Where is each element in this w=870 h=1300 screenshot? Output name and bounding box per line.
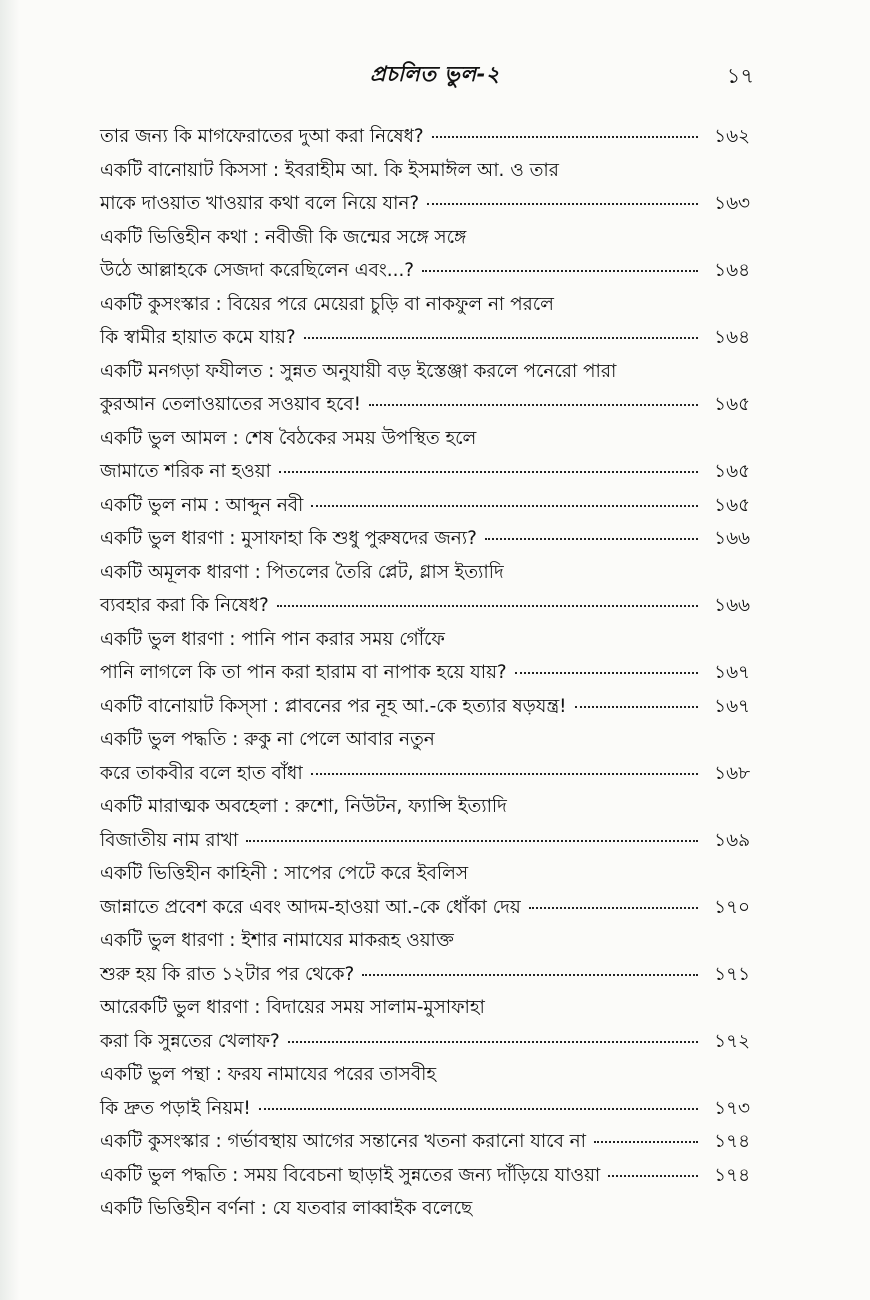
toc-entry-text: একটি কুসংস্কার : বিয়ের পরে মেয়েরা চুড়ি বা নাকফুল না পরলে bbox=[100, 293, 554, 315]
toc-entry-text: একটি বানোয়াট কিস্‌সা : প্লাবনের পর নূহ আ.-কে হত্যার ষড়যন্ত্র! bbox=[100, 695, 567, 717]
toc-entry-page: ১৭৩ bbox=[714, 1097, 750, 1119]
running-title: প্রচলিত ভুল-২ bbox=[370, 62, 500, 86]
toc-entry-page: ১৬৬ bbox=[714, 595, 750, 616]
toc-entry-page: ১৬৪ bbox=[714, 327, 750, 348]
toc-entry-text: জামাতে শরিক না হওয়া bbox=[100, 461, 271, 482]
dot-leader bbox=[422, 270, 698, 272]
toc-entry-text: একটি মারাত্মক অবহেলা : রুশো, নিউটন, ফ্যান্সি ইত্যাদি bbox=[100, 796, 507, 817]
dot-leader bbox=[311, 773, 698, 775]
dot-leader bbox=[259, 1108, 698, 1110]
toc-entry-text: একটি ভিত্তিহীন বর্ণনা : যে যতবার লাব্বাইক বলেছে bbox=[100, 1198, 473, 1219]
toc-entry bbox=[100, 120, 750, 154]
toc-entry-text: পানি লাগলে কি তা পান করা হারাম বা নাপাক হয়ে যায়? bbox=[100, 662, 507, 683]
toc-entry-page: ১৭২ bbox=[714, 1030, 750, 1052]
toc-entry-text: শুরু হয় কি রাত ১২টার পর থেকে? bbox=[100, 963, 355, 985]
toc-entry bbox=[100, 154, 750, 188]
toc-entry bbox=[100, 656, 750, 690]
dot-leader bbox=[529, 907, 698, 909]
toc-entry bbox=[100, 1192, 750, 1226]
toc-entry bbox=[100, 355, 750, 389]
toc-entry bbox=[100, 254, 750, 288]
toc-entry bbox=[100, 388, 750, 422]
dot-leader bbox=[369, 404, 698, 406]
toc-entry bbox=[100, 455, 750, 489]
toc-entry bbox=[100, 522, 750, 556]
dot-leader bbox=[362, 974, 698, 976]
toc-entry bbox=[100, 1058, 750, 1092]
toc-entry bbox=[100, 924, 750, 958]
dot-leader bbox=[304, 337, 698, 339]
table-of-contents bbox=[100, 120, 750, 1226]
toc-entry-text: একটি মনগড়া ফযীলত : সুন্নত অনুযায়ী বড় ইস্তেঞ্জা করলে পনেরো পারা bbox=[100, 360, 617, 382]
toc-entry-page: ১৬৯ bbox=[714, 829, 750, 851]
toc-entry-text: একটি ভুল পন্থা : ফরয নামাযের পরের তাসবীহ bbox=[100, 1064, 436, 1085]
toc-entry-page: ১৬৩ bbox=[714, 193, 750, 214]
toc-entry bbox=[100, 824, 750, 858]
dot-leader bbox=[432, 136, 698, 138]
toc-entry-text: একটি ভুল আমল : শেষ বৈঠকের সময় উপস্থিত হলে bbox=[100, 427, 477, 449]
toc-entry bbox=[100, 790, 750, 824]
toc-entry bbox=[100, 288, 750, 322]
toc-entry-text: একটি কুসংস্কার : গর্ভাবস্থায় আগের সন্তানের খতনা করানো যাবে না bbox=[100, 1131, 586, 1152]
toc-entry-text: আরেকটি ভুল ধারণা : বিদায়ের সময় সালাম-মুসাফাহা bbox=[100, 997, 485, 1018]
toc-entry-page: ১৬৮ bbox=[714, 762, 750, 784]
toc-entry-text: একটি ভিত্তিহীন কথা : নবীজী কি জন্মের সঙ্গে সঙ্গে bbox=[100, 226, 467, 248]
toc-entry-text: কুরআন তেলাওয়াতের সওয়াব হবে! bbox=[100, 394, 361, 415]
toc-entry-text: একটি অমূলক ধারণা : পিতলের তৈরি প্লেট, গ্লাস ইত্যাদি bbox=[100, 561, 504, 583]
toc-entry bbox=[100, 723, 750, 757]
toc-entry-page: ১৬৬ bbox=[714, 528, 750, 549]
toc-entry bbox=[100, 1092, 750, 1126]
toc-entry bbox=[100, 321, 750, 355]
toc-entry bbox=[100, 556, 750, 590]
toc-entry bbox=[100, 1159, 750, 1193]
toc-entry-text: একটি ভুল ধারণা : ইশার নামাযের মাকরূহ ওয়াক্ত bbox=[100, 930, 454, 951]
dot-leader bbox=[288, 1041, 698, 1043]
dot-leader bbox=[427, 203, 698, 205]
toc-entry bbox=[100, 422, 750, 456]
dot-leader bbox=[515, 672, 698, 674]
toc-entry-page: ১৭৪ bbox=[714, 1164, 750, 1186]
toc-entry bbox=[100, 1125, 750, 1159]
toc-entry bbox=[100, 757, 750, 791]
dot-leader bbox=[279, 471, 698, 473]
toc-entry-page: ১৬৫ bbox=[714, 494, 750, 516]
page-header bbox=[0, 52, 870, 92]
toc-entry-page: ১৬৭ bbox=[714, 662, 750, 683]
toc-entry bbox=[100, 187, 750, 221]
toc-entry-text: করে তাকবীর বলে হাত বাঁধা bbox=[100, 762, 303, 784]
toc-entry-text: কি স্বামীর হায়াত কমে যায়? bbox=[100, 327, 296, 348]
dot-leader bbox=[277, 605, 698, 607]
toc-entry-page: ১৬৫ bbox=[714, 394, 750, 415]
toc-entry bbox=[100, 1025, 750, 1059]
toc-entry bbox=[100, 489, 750, 523]
toc-entry-text: জান্নাতে প্রবেশ করে এবং আদম-হাওয়া আ.-কে ধোঁকা দেয় bbox=[100, 896, 521, 918]
toc-entry-text: একটি বানোয়াট কিসসা : ইবরাহীম আ. কি ইসমাঈল আ. ও তার bbox=[100, 159, 559, 181]
toc-entry-page: ১৬৭ bbox=[714, 695, 750, 717]
toc-entry-text: তার জন্য কি মাগফেরাতের দুআ করা নিষেধ? bbox=[100, 126, 424, 147]
toc-entry-text: করা কি সুন্নতের খেলাফ? bbox=[100, 1030, 280, 1052]
toc-entry-text: উঠে আল্লাহকে সেজদা করেছিলেন এবং...? bbox=[100, 260, 415, 281]
toc-entry bbox=[100, 690, 750, 724]
toc-entry-page: ১৬২ bbox=[714, 126, 750, 147]
dot-leader bbox=[485, 538, 698, 540]
toc-entry-page: ১৭০ bbox=[714, 896, 750, 918]
toc-entry-text: বিজাতীয় নাম রাখা bbox=[100, 829, 239, 851]
toc-entry-text: একটি ভুল পদ্ধতি : সময় বিবেচনা ছাড়াই সুন্নতের জন্য দাঁড়িয়ে যাওয়া bbox=[100, 1164, 601, 1186]
toc-entry bbox=[100, 891, 750, 925]
toc-entry-text: একটি ভুল পদ্ধতি : রুকু না পেলে আবার নতুন bbox=[100, 729, 435, 750]
toc-entry bbox=[100, 857, 750, 891]
dot-leader bbox=[594, 1141, 698, 1143]
toc-entry bbox=[100, 589, 750, 623]
toc-entry bbox=[100, 958, 750, 992]
toc-entry-text: ব্যবহার করা কি নিষেধ? bbox=[100, 595, 269, 616]
toc-entry-page: ১৭১ bbox=[714, 963, 750, 985]
toc-entry bbox=[100, 623, 750, 657]
toc-entry-page: ১৬৪ bbox=[714, 260, 750, 281]
dot-leader bbox=[246, 840, 698, 842]
page-number: ১৭ bbox=[726, 64, 754, 88]
toc-entry-text: কি দ্রুত পড়াই নিয়ম! bbox=[100, 1097, 251, 1119]
page-edge-shadow bbox=[0, 0, 20, 1300]
toc-entry-text: একটি ভুল ধারণা : পানি পান করার সময় গোঁফে bbox=[100, 628, 445, 650]
toc-entry bbox=[100, 221, 750, 255]
toc-entry-text: একটি ভিত্তিহীন কাহিনী : সাপের পেটে করে ইবলিস bbox=[100, 863, 469, 884]
toc-entry-text: মাকে দাওয়াত খাওয়ার কথা বলে নিয়ে যান? bbox=[100, 193, 420, 214]
toc-entry-page: ১৬৫ bbox=[714, 461, 750, 482]
toc-entry-text: একটি ভুল নাম : আব্দুন নবী bbox=[100, 494, 304, 516]
dot-leader bbox=[311, 505, 698, 507]
toc-entry bbox=[100, 991, 750, 1025]
toc-entry-text: একটি ভুল ধারণা : মুসাফাহা কি শুধু পুরুষদের জন্য? bbox=[100, 528, 477, 549]
dot-leader bbox=[575, 706, 698, 708]
toc-entry-page: ১৭৪ bbox=[714, 1131, 750, 1152]
dot-leader bbox=[608, 1175, 698, 1177]
